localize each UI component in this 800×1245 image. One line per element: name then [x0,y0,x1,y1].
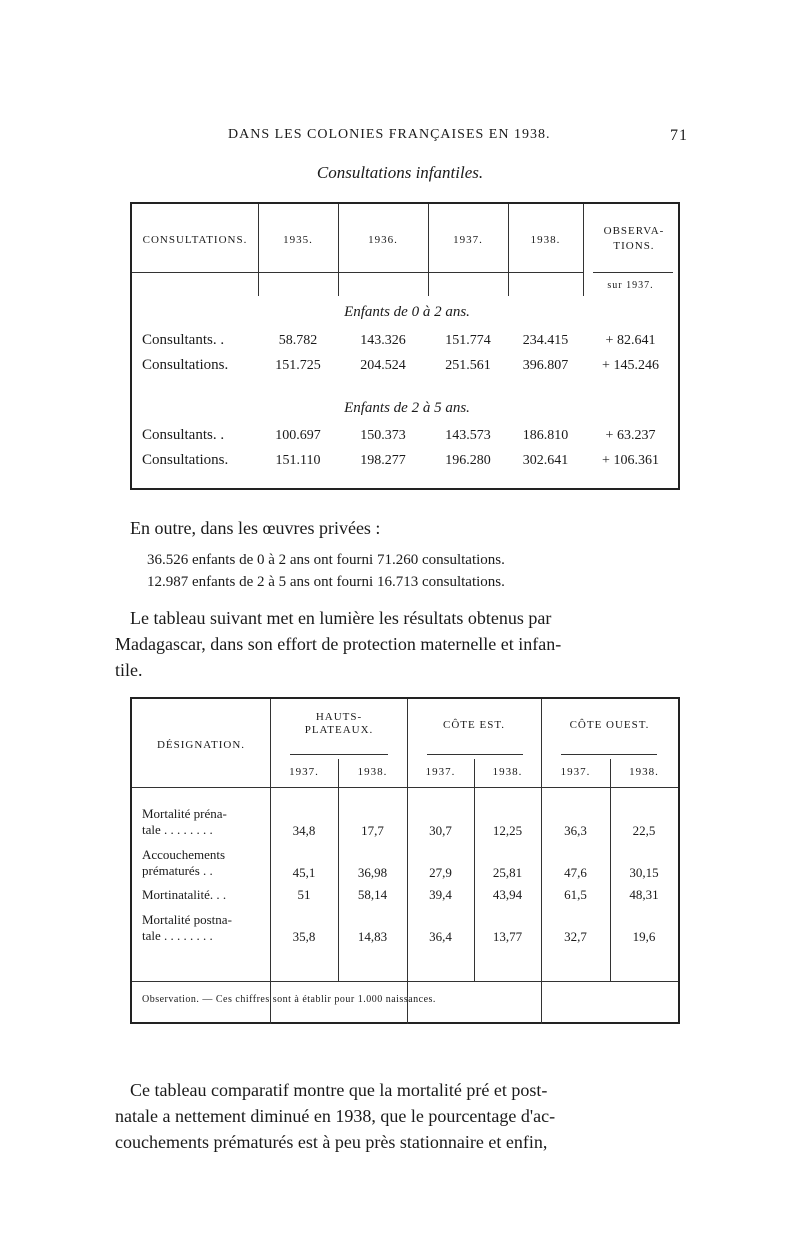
madagascar-mortality-table [130,697,680,1024]
row-label [142,912,232,944]
row-label-line: Mortalité postna- [142,912,232,927]
cell-value: 25,81 [492,865,523,880]
cell-value: 22,5 [632,823,656,838]
cell-value: 30,15 [629,865,659,880]
cell-value: + 63.237 [605,428,656,443]
cell-value: 45,1 [292,865,316,880]
running-title: DANS LES COLONIES FRANÇAISES EN 1938. [228,127,551,142]
group-header-cote-ouest: CÔTE OUEST. [569,719,650,731]
year-header: 1938. [629,766,659,778]
cell-value: 48,31 [629,887,659,902]
year-header: 1938. [357,766,388,778]
row-label-line: Mortinatalité. . . [142,887,227,902]
col-header-1936: 1936. [368,234,398,246]
cell-value: 151.110 [275,453,321,468]
page-number: 71 [670,127,688,144]
group-header-hauts-plateaux: HAUTS-PLATEAUX. [304,711,374,736]
cell-value: 143.326 [360,333,406,348]
designation-header: DÉSIGNATION. [156,739,246,751]
paragraph-2-line-2: natale a nettement diminué en 1938, que le pourcentage d'ac- [115,1106,556,1126]
col-divider [428,204,429,296]
col-header-1935: 1935. [283,234,313,246]
cell-value: 36,3 [564,823,587,838]
cell-value: 61,5 [564,887,587,902]
cell-value: 12,25 [492,823,523,838]
col-divider [508,204,509,296]
col-divider [258,204,259,296]
group-brace [427,754,523,755]
private-works-line-1: 36.526 enfants de 0 à 2 ans ont fourni 71.260 consultations. [147,552,505,568]
section-title-2-5: Enfants de 2 à 5 ans. [344,400,470,416]
running-header [228,127,688,143]
cell-value: 32,7 [564,929,587,944]
cell-value: 150.373 [360,428,406,443]
group-header-cote-est: CÔTE EST. [443,719,505,731]
col-divider [270,699,271,1024]
cell-value: 43,94 [492,887,523,902]
row-label-line: Mortalité préna- [142,806,227,821]
cell-value: 396.807 [522,358,569,373]
cell-value: 14,83 [357,929,388,944]
row-label [142,847,225,879]
paragraph-1-line-2: Madagascar, dans son effort de protection maternelle et infan- [115,634,562,654]
row-label: Consultants. . [142,427,225,443]
col-header-1938: 1938. [530,234,561,246]
row-label-line: prématurés . . [142,863,213,878]
header-rule [132,272,583,273]
cell-value: 39,4 [429,887,452,902]
cell-value: 151.774 [445,333,491,348]
table1-title: Consultations infantiles. [316,163,484,182]
year-header: 1937. [289,766,319,778]
cell-value: 143.573 [445,428,491,443]
intro-text: En outre, dans les œuvres privées : [130,518,381,538]
section-title-0-2: Enfants de 0 à 2 ans. [344,304,470,320]
cell-value: 186.810 [522,428,569,443]
year-header: 1938. [492,766,523,778]
group-brace [561,754,657,755]
table-observation-note: Observation. — Ces chiffres sont à établir pour 1.000 naissances. [142,994,436,1005]
year-header: 1937. [560,766,591,778]
cell-value: 302.641 [522,453,569,468]
cell-value: 198.277 [360,453,406,468]
cell-value: 58,14 [357,887,388,902]
row-label [142,806,227,838]
cell-value: 13,77 [492,929,523,944]
cell-value: + 82.641 [605,333,656,348]
row-label-line: tale . . . . . . . . [142,928,213,943]
cell-value: + 145.246 [602,358,659,373]
paragraph-2-line-1: Ce tableau comparatif montre que la mortalité pré et post- [130,1080,548,1100]
cell-value: 47,6 [564,865,587,880]
cell-value: 27,9 [429,865,452,880]
cell-value: 204.524 [360,358,406,373]
cell-value: 196.280 [445,453,491,468]
cell-value: 19,6 [632,929,656,944]
row-label [142,887,226,903]
cell-value: 100.697 [275,428,321,443]
consultations-table [130,202,680,490]
col-header-observations: OBSERVA-TIONS. [603,225,665,252]
cell-value: 251.561 [445,358,491,373]
cell-value: 234.415 [522,333,569,348]
paragraph-2-line-3: couchements prématurés est à peu près stationnaire et enfin, [115,1132,548,1152]
cell-value: 30,7 [429,823,452,838]
col-divider [541,699,542,1024]
col-header-consultations: CONSULTATIONS. [142,234,248,246]
cell-value: + 106.361 [602,453,659,468]
col-divider [338,204,339,296]
row-label-line: tale . . . . . . . . [142,822,213,837]
cell-value: 34,8 [292,823,316,838]
cell-value: 151.725 [275,358,321,373]
cell-value: 36,98 [357,865,388,880]
row-label: Consultations. [142,357,229,373]
col-divider [407,699,408,1024]
col-header-1937: 1937. [453,234,483,246]
private-works-line-2: 12.987 enfants de 2 à 5 ans ont fourni 16.713 consultations. [147,574,505,590]
footer-rule [132,981,678,982]
year-header: 1937. [425,766,456,778]
cell-value: 51 [297,887,311,902]
observations-subheader: sur 1937. [607,280,654,291]
paragraph-1-line-3: tile. [115,660,143,680]
row-label-line: Accouchements [142,847,226,862]
row-label: Consultations. [142,452,229,468]
header-rule [132,787,678,788]
row-label: Consultants. . [142,332,225,348]
cell-value: 58.782 [278,333,318,348]
group-brace [290,754,388,755]
cell-value: 17,7 [361,823,384,838]
paragraph-1-line-1: Le tableau suivant met en lumière les résultats obtenus par [130,608,552,628]
cell-value: 36,4 [429,929,452,944]
header-rule [593,272,673,273]
cell-value: 35,8 [292,929,316,944]
